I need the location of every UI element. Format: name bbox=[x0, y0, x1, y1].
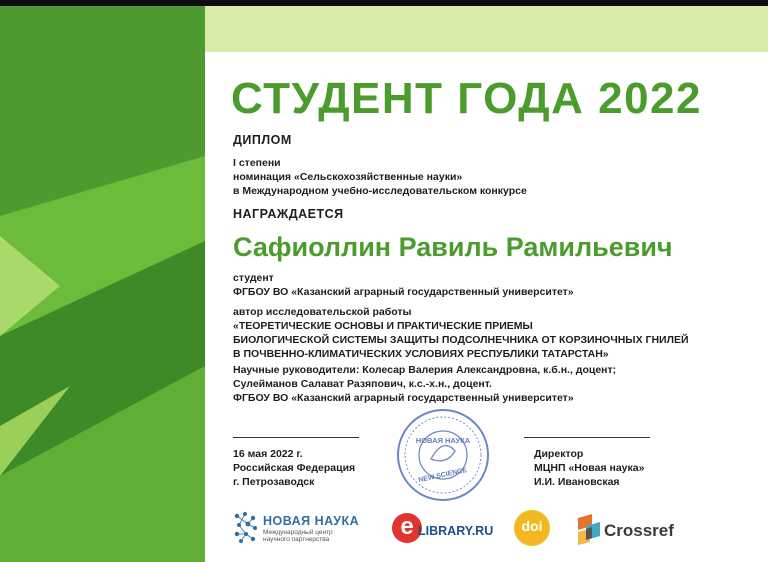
supervisors-line: Сулейманов Салават Разяпович, к.с.-х.н., доцент. bbox=[233, 378, 492, 390]
director-name: И.И. Ивановская bbox=[534, 476, 620, 488]
novaya-nauka-logo bbox=[233, 512, 368, 546]
stamp-seal bbox=[395, 407, 491, 503]
director-title: Директор bbox=[534, 448, 584, 460]
elibrary-e-icon: e bbox=[392, 513, 422, 543]
date-text: 16 мая 2022 г. bbox=[233, 448, 303, 460]
doi-logo bbox=[514, 510, 550, 546]
city-text: г. Петрозаводск bbox=[233, 476, 315, 488]
nomination-text: номинация «Сельскохозяйственные науки» bbox=[233, 171, 463, 183]
left-green-decoration bbox=[0, 6, 205, 562]
crossref-text: Crossref bbox=[604, 521, 674, 540]
recipient-name: Сафиоллин Равиль Рамильевич bbox=[233, 232, 673, 262]
contest-text: в Международном учебно-исследовательском конкурсе bbox=[233, 185, 527, 197]
doi-text: doi bbox=[521, 518, 543, 534]
novaya-nauka-name: НОВАЯ НАУКА bbox=[263, 514, 360, 528]
status-text: студент bbox=[233, 272, 274, 284]
elibrary-text: LIBRARY.RU bbox=[418, 524, 494, 538]
crossref-icon bbox=[576, 514, 602, 546]
supervisors-line: ФГБОУ ВО «Казанский аграрный государственный университет» bbox=[233, 392, 574, 404]
elibrary-logo bbox=[392, 513, 492, 547]
diploma-label: ДИПЛОМ bbox=[233, 133, 292, 147]
signature-line-right bbox=[524, 437, 650, 438]
university-text: ФГБОУ ВО «Казанский аграрный государственный университет» bbox=[233, 286, 574, 298]
signature-line-left bbox=[233, 437, 359, 438]
page-title: СТУДЕНТ ГОДА 2022 bbox=[231, 74, 702, 123]
novaya-nauka-subtitle-2: научного партнерства bbox=[263, 536, 330, 543]
work-title-line: БИОЛОГИЧЕСКОЙ СИСТЕМЫ ЗАЩИТЫ ПОДСОЛНЕЧНИКА ОТ КОРЗИНОЧНЫХ ГНИЛЕЙ bbox=[233, 334, 689, 346]
network-icon bbox=[233, 512, 259, 544]
work-title-line: «ТЕОРЕТИЧЕСКИЕ ОСНОВЫ И ПРАКТИЧЕСКИЕ ПРИЕМЫ bbox=[233, 320, 533, 332]
author-text: автор исследовательской работы bbox=[233, 306, 412, 318]
work-title-line: В ПОЧВЕННО-КЛИМАТИЧЕСКИХ УСЛОВИЯХ РЕСПУБЛИКИ ТАТАРСТАН» bbox=[233, 348, 609, 360]
top-green-band bbox=[205, 6, 768, 52]
seal-center-text: НОВАЯ НАУКА bbox=[415, 436, 471, 445]
director-org: МЦНП «Новая наука» bbox=[534, 462, 645, 474]
novaya-nauka-subtitle-1: Международный центр bbox=[263, 529, 333, 536]
awarded-label: НАГРАЖДАЕТСЯ bbox=[233, 207, 344, 221]
supervisors-line: Научные руководители: Колесар Валерия Александровна, к.б.н., доцент; bbox=[233, 364, 617, 376]
crossref-logo bbox=[576, 514, 696, 546]
country-text: Российская Федерация bbox=[233, 462, 356, 474]
degree-text: I степени bbox=[233, 157, 281, 169]
seal-band-text: NEW SCIENCE bbox=[417, 466, 468, 485]
